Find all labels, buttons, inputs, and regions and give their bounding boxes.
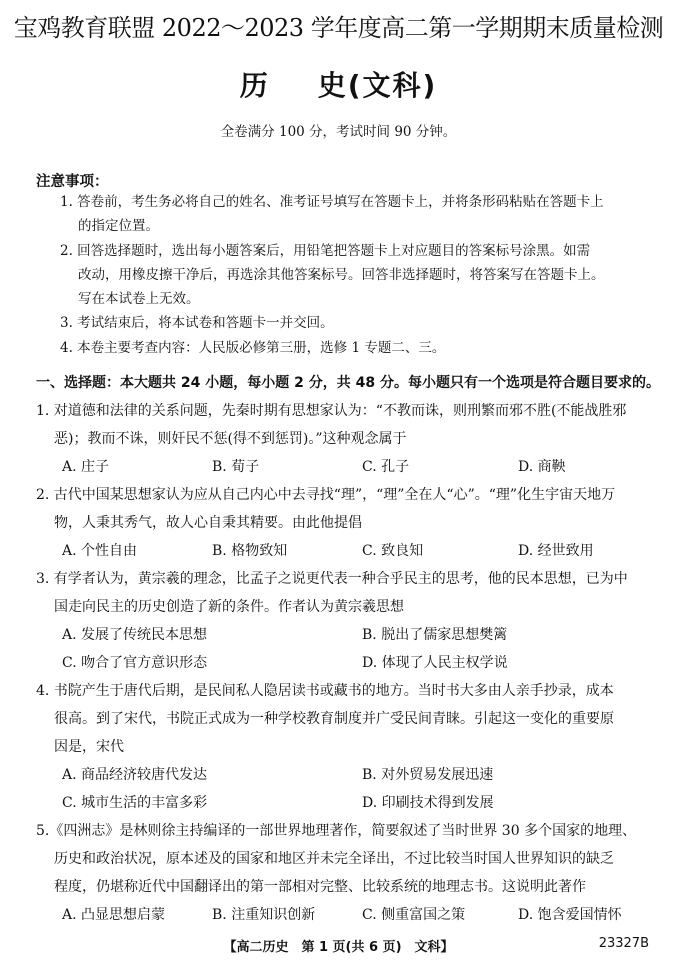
exam-info: 全卷满分 100 分，考试时间 90 分钟。	[220, 124, 457, 140]
notice-heading: 注意事项：	[36, 174, 109, 190]
option-b[interactable]: B. 荀子	[212, 459, 260, 475]
question-stem-line: 恶)；教而不诛，则奸民不惩(得不到惩罚)。”这种观念属于	[54, 431, 407, 447]
option-c[interactable]: C. 孔子	[362, 459, 410, 475]
question-stem-line: 国走向民主的历史创造了新的条件。作者认为黄宗羲思想	[54, 599, 404, 615]
option-c[interactable]: C. 吻合了官方意识形态	[62, 655, 208, 671]
exam-code: 23327B	[598, 936, 649, 951]
question-stem-line: 很高。到了宋代，书院正式成为一种学校教育制度并广受民间青睐。引起这一变化的重要原	[54, 711, 614, 727]
question-stem-line: 4. 书院产生于唐代后期，是民间私人隐居读书或藏书的地方。当时书大多由人亲手抄录，成本	[36, 683, 614, 699]
option-b[interactable]: B. 格物致知	[212, 543, 288, 559]
notice-line: 3. 考试结束后，将本试卷和答题卡一并交回。	[60, 315, 334, 332]
subject-title	[0, 64, 677, 104]
notice-line: 2. 回答选择题时，选出每小题答案后，用铅笔把答题卡上对应题目的答案标号涂黑。如需	[60, 242, 591, 259]
page-number-label: 【高二历史 第 1 页(共 6 页) 文科】	[223, 940, 454, 955]
notice-list	[60, 190, 660, 360]
option-a[interactable]: A. 庄子	[62, 459, 110, 475]
question-5-options	[62, 901, 652, 929]
option-b[interactable]: B. 脱出了儒家思想樊篱	[362, 627, 508, 643]
option-a[interactable]: A. 凸显思想启蒙	[62, 907, 166, 923]
option-d[interactable]: D. 印刷技术得到发展	[362, 795, 494, 811]
exam-title: 宝鸡教育联盟 2022～2023 学年度高二第一学期期末质量检测	[13, 14, 664, 42]
question-stem-line: 5.《四洲志》是林则徐主持编译的一部世界地理著作，简要叙述了当时世界 30 多个国家的地理、	[36, 823, 637, 839]
option-c[interactable]: C. 城市生活的丰富多彩	[62, 795, 208, 811]
option-b[interactable]: B. 对外贸易发展迅速	[362, 767, 494, 783]
notice-line: 的指定位置。	[78, 218, 159, 235]
option-c[interactable]: C. 致良知	[362, 543, 424, 559]
question-1	[36, 397, 652, 453]
notice-line: 1. 答卷前，考生务必将自己的姓名、准考证号填写在答题卡上，并将条形码粘贴在答题卡上	[60, 194, 604, 210]
question-stem-line: 物，人秉其秀气，故人心自秉其精要。由此他提倡	[54, 515, 362, 531]
question-3	[36, 565, 652, 621]
question-3-options-row-1	[62, 621, 652, 649]
question-stem-line: 2. 古代中国某思想家认为应从自己内心中去寻找“理”，“理”全在人“心”。“理”化生宇宙天地万	[36, 487, 616, 503]
notice-line: 4. 本卷主要考查内容：人民版必修第三册，选修 1 专题二、三。	[60, 339, 446, 356]
subject-title-part-1: 历	[239, 69, 270, 102]
question-4	[36, 677, 652, 761]
option-a[interactable]: A. 个性自由	[62, 543, 138, 559]
question-stem-line: 因是，宋代	[54, 739, 124, 755]
option-d[interactable]: D. 经世致用	[518, 543, 594, 559]
question-3-options-row-2	[62, 649, 652, 677]
question-stem-line: 3. 有学者认为，黄宗羲的理念，比孟子之说更代表一种合乎民主的思考，他的民本思想，已为中	[36, 571, 628, 587]
subject-title-part-2: 史(文科)	[317, 69, 438, 102]
option-d[interactable]: D. 饱含爱国情怀	[518, 907, 622, 923]
option-d[interactable]: D. 体现了人民主权学说	[362, 655, 508, 671]
question-stem-line: 程度，仍堪称近代中国翻译出的第一部相对完整、比较系统的地理志书。这说明此著作	[54, 879, 586, 895]
notice-line: 改动，用橡皮擦干净后，再选涂其他答案标号。回答非选择题时，将答案写在答题卡上。	[78, 266, 605, 283]
option-c[interactable]: C. 侧重富国之策	[362, 907, 466, 923]
option-a[interactable]: A. 商品经济较唐代发达	[62, 767, 208, 783]
question-stem-line: 1. 对道德和法律的关系问题，先秦时期有思想家认为：“不教而诛，则刑繁而邪不胜(不能战胜邪	[36, 403, 627, 419]
notice-line: 写在本试卷上无效。	[78, 291, 200, 308]
option-a[interactable]: A. 发展了传统民本思想	[62, 627, 208, 643]
option-b[interactable]: B. 注重知识创新	[212, 907, 316, 923]
question-5	[36, 817, 652, 901]
question-4-options-row-2	[62, 789, 652, 817]
option-d[interactable]: D. 商鞅	[518, 459, 566, 475]
question-2-options	[62, 537, 652, 565]
section-heading: 一、选择题：本大题共 24 小题，每小题 2 分，共 48 分。每小题只有一个选项是符合题目要求的。	[36, 375, 660, 391]
question-2	[36, 481, 652, 537]
question-1-options	[62, 453, 652, 481]
question-4-options-row-1	[62, 761, 652, 789]
question-stem-line: 历史和政治状况，原本述及的国家和地区并未完全译出，不过比较当时国人世界知识的缺乏	[54, 851, 614, 867]
